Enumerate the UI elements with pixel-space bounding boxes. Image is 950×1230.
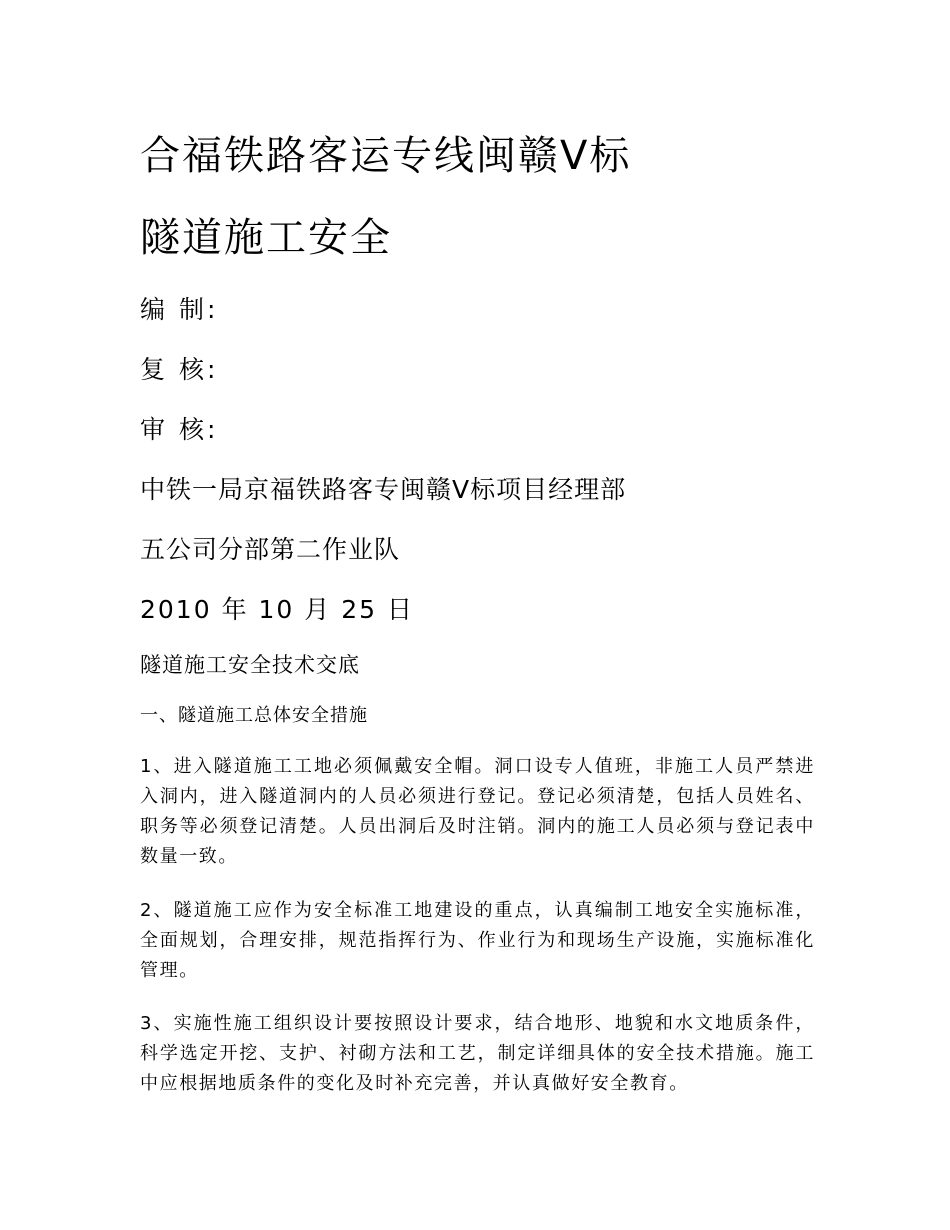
reviewer-label: 复 核: xyxy=(140,355,219,384)
organization-line-1: 中铁一局京福铁路客专闽赣Ⅴ标项目经理部 xyxy=(140,475,627,504)
cover-title-line-1: 合福铁路客运专线闽赣Ⅴ标 xyxy=(140,133,632,179)
paragraph-3: 3、实施性施工组织设计要按照设计要求，结合地形、地貌和水文地质条件，科学选定开挖、支护、衬砌方法和工艺，制定详细具体的安全技术措施。施工中应根据地质条件的变化及时补充完善，并认真做好安全教育。 xyxy=(140,1013,815,1094)
compiler-label: 编 制: xyxy=(140,295,219,324)
section-1-heading: 一、隧道施工总体安全措施 xyxy=(140,705,368,726)
document-title: 隧道施工安全技术交底 xyxy=(140,653,360,677)
organization-line-2: 五公司分部第二作业队 xyxy=(140,535,401,564)
approver-label: 审 核: xyxy=(140,415,219,444)
paragraph-2: 2、隧道施工应作为安全标准工地建设的重点，认真编制工地安全实施标准，全面规划，合理安排，规范指挥行为、作业行为和现场生产设施，实施标准化管理。 xyxy=(140,900,815,981)
document-date: 2010 年 10 月 25 日 xyxy=(140,595,414,624)
paragraph-1: 1、进入隧道施工工地必须佩戴安全帽。洞口设专人值班，非施工人员严禁进入洞内，进入隧道洞内的人员必须进行登记。登记必须清楚，包括人员姓名、职务等必须登记清楚。人员出洞后及时注销。洞内的施工人员必须与登记表中数量一致。 xyxy=(140,756,815,867)
cover-title-line-2: 隧道施工安全 xyxy=(140,215,392,261)
